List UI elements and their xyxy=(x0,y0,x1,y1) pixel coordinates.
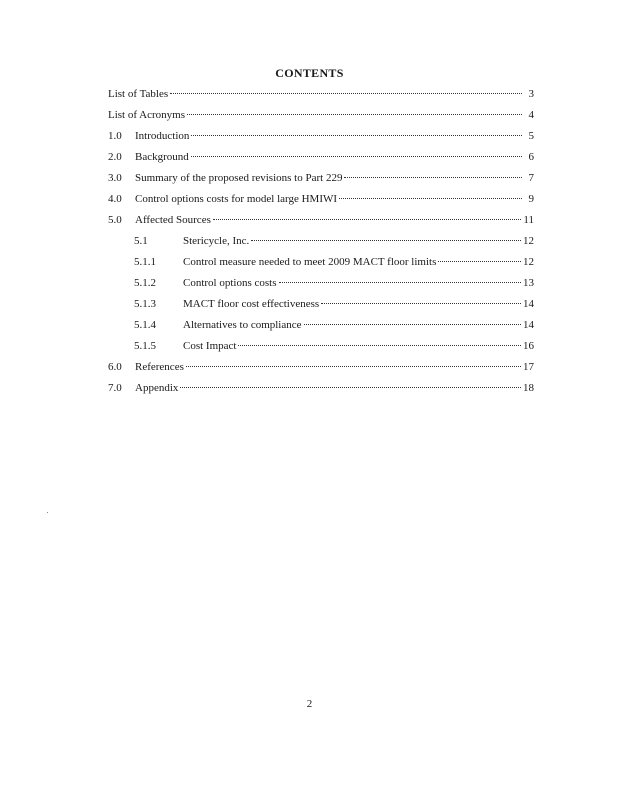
dot-leader xyxy=(186,366,521,367)
toc-entry-page: 5 xyxy=(528,130,534,142)
toc-entry-page: 11 xyxy=(523,214,534,226)
toc-entry-title: Cost Impact xyxy=(183,340,237,352)
toc-entry-number: 5.1.4 xyxy=(134,319,156,331)
toc-entry-page: 4 xyxy=(528,109,534,121)
toc-entry xyxy=(108,319,534,340)
dot-leader xyxy=(344,177,522,178)
dot-leader xyxy=(321,303,521,304)
toc-entry-page: 3 xyxy=(528,88,534,100)
toc-entry-number: 5.1.2 xyxy=(134,277,156,289)
toc-entry-number: 5.1.5 xyxy=(134,340,156,352)
toc-entry-number: 6.0 xyxy=(108,361,122,373)
toc-entry-number: 1.0 xyxy=(108,130,122,142)
toc-entry-title: References xyxy=(135,361,184,373)
toc-entry-number: 5.0 xyxy=(108,214,122,226)
toc-entry-number: 5.1 xyxy=(134,235,148,247)
dot-leader xyxy=(191,135,522,136)
toc-entry xyxy=(108,214,534,235)
toc-entry-title: List of Tables xyxy=(108,88,169,100)
toc-entry xyxy=(108,256,534,277)
toc-entry-number: 2.0 xyxy=(108,151,122,163)
toc-entry xyxy=(108,298,534,319)
toc-entry xyxy=(108,88,534,109)
toc-entry xyxy=(108,340,534,361)
toc-entry xyxy=(108,130,534,151)
toc-entry-page: 17 xyxy=(523,361,534,373)
dot-leader xyxy=(339,198,522,199)
toc-entry-title: Stericycle, Inc. xyxy=(183,235,250,247)
toc-entry-number: 5.1.1 xyxy=(134,256,156,268)
toc-entry xyxy=(108,361,534,382)
toc-entry xyxy=(108,109,534,130)
toc-entry-title: List of Acronyms xyxy=(108,109,185,121)
toc-entry-title: Introduction xyxy=(135,130,190,142)
toc-entry-page: 18 xyxy=(523,382,534,394)
toc-entry-title: MACT floor cost effectiveness xyxy=(183,298,320,310)
toc-entry xyxy=(108,193,534,214)
dot-leader xyxy=(251,240,521,241)
page-number: 2 xyxy=(306,698,313,710)
toc-entry-title: Summary of the proposed revisions to Part 229 xyxy=(135,172,343,184)
toc-entry-page: 16 xyxy=(523,340,534,352)
toc-entry-page: 12 xyxy=(523,235,534,247)
toc-entry-title: Affected Sources xyxy=(135,214,211,226)
toc-entry xyxy=(108,277,534,298)
toc-entry-page: 9 xyxy=(528,193,534,205)
dot-leader xyxy=(180,387,521,388)
toc-entry-page: 6 xyxy=(528,151,534,163)
toc-entry-page: 14 xyxy=(523,298,534,310)
toc-entry-number: 7.0 xyxy=(108,382,122,394)
toc-entry xyxy=(108,235,534,256)
toc-entry-number: 3.0 xyxy=(108,172,122,184)
dot-leader xyxy=(304,324,521,325)
toc-entry-title: Background xyxy=(135,151,189,163)
toc-entry-title: Control measure needed to meet 2009 MACT floor limits xyxy=(183,256,437,268)
toc-entry-title: Control options costs xyxy=(183,277,277,289)
dot-leader xyxy=(213,219,522,220)
toc-entry xyxy=(108,151,534,172)
toc-entry-page: 12 xyxy=(523,256,534,268)
toc-entry-page: 13 xyxy=(523,277,534,289)
dot-leader xyxy=(438,261,521,262)
toc-entry-title: Appendix xyxy=(135,382,179,394)
contents-heading: CONTENTS xyxy=(275,66,344,80)
toc-entry-title: Alternatives to compliance xyxy=(183,319,302,331)
dot-leader xyxy=(238,345,521,346)
toc-entry xyxy=(108,382,534,403)
scan-speck xyxy=(47,512,48,513)
toc-entry-page: 14 xyxy=(523,319,534,331)
table-of-contents xyxy=(108,88,534,403)
toc-entry-page: 7 xyxy=(528,172,534,184)
dot-leader xyxy=(187,114,522,115)
dot-leader xyxy=(279,282,521,283)
toc-entry-title: Control options costs for model large HMIWI xyxy=(135,193,338,205)
dot-leader xyxy=(170,93,522,94)
toc-entry-number: 4.0 xyxy=(108,193,122,205)
dot-leader xyxy=(191,156,522,157)
toc-entry-number: 5.1.3 xyxy=(134,298,156,310)
toc-entry xyxy=(108,172,534,193)
